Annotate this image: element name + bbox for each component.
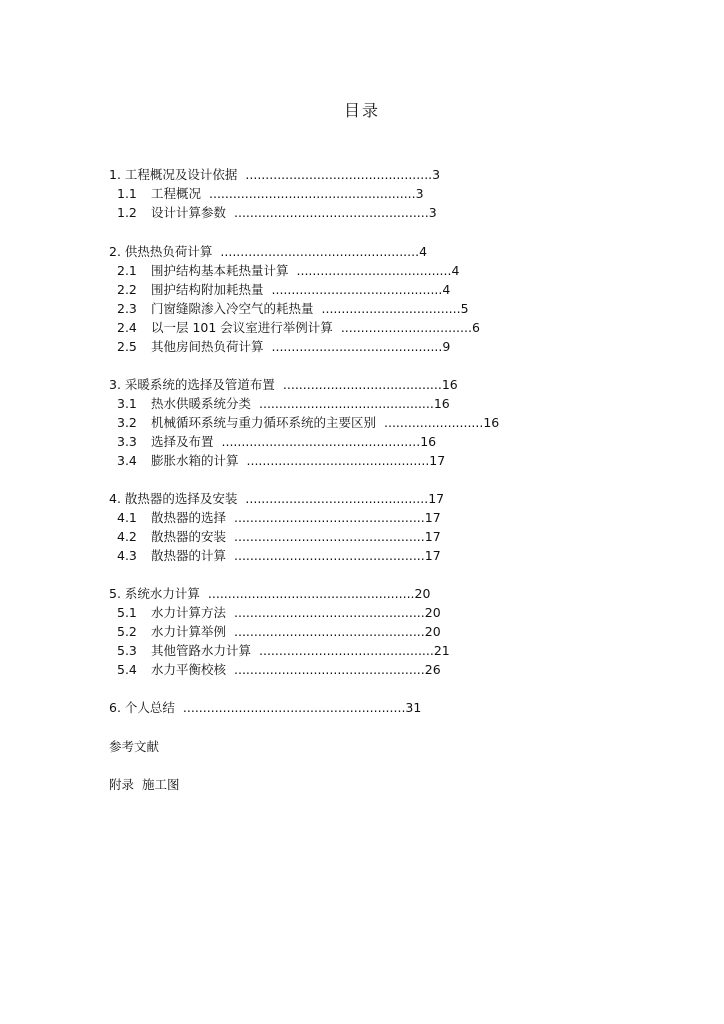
toc-section-number: 5.4 <box>117 662 137 677</box>
toc-subentry[interactable] <box>117 320 480 336</box>
toc-leader-dots: ........................................ <box>282 377 442 392</box>
toc-page-number: 4 <box>451 263 460 278</box>
toc-leader-dots: ................................. <box>340 320 472 335</box>
toc-subentry[interactable] <box>117 548 441 564</box>
toc-label: 其他房间热负荷计算 <box>151 339 264 354</box>
toc-label: 参考文献 <box>109 739 160 754</box>
toc-section-number: 4.1 <box>117 510 137 525</box>
toc-section-number: 5.1 <box>117 605 137 620</box>
toc-leader-dots: ................................................ <box>234 548 425 563</box>
toc-label: 水力平衡校核 <box>151 662 227 677</box>
toc-subentry[interactable] <box>117 510 441 526</box>
toc-label: 围护结构基本耗热量计算 <box>151 263 289 278</box>
toc-page-number: 31 <box>405 700 422 715</box>
toc-page-number: 3 <box>428 205 437 220</box>
toc-label: 2. 供热热负荷计算 <box>109 244 213 259</box>
toc-subentry[interactable] <box>117 415 499 431</box>
toc-leader-dots: .................................................. <box>220 244 420 259</box>
toc-entry[interactable] <box>109 167 440 183</box>
toc-page-number: 9 <box>442 339 451 354</box>
toc-page-number: 21 <box>433 643 450 658</box>
toc-label: 散热器的安装 <box>151 529 227 544</box>
toc-section-number: 2.3 <box>117 301 137 316</box>
toc-page-number: 16 <box>420 434 437 449</box>
toc-label: 膨胀水箱的计算 <box>151 453 239 468</box>
toc-leader-dots: ....................................... <box>296 263 452 278</box>
toc-leader-dots: ................................................ <box>234 510 425 525</box>
toc-leader-dots: ......................... <box>384 415 484 430</box>
toc-section-number: 3.1 <box>117 396 137 411</box>
toc-subentry[interactable] <box>117 605 441 621</box>
toc-label: 附录 <box>109 777 135 792</box>
toc-leader-dots: .................................................. <box>221 434 421 449</box>
toc-subentry[interactable] <box>117 529 441 545</box>
toc-label: 4. 散热器的选择及安装 <box>109 491 238 506</box>
toc-label: 以一层 101 会议室进行举例计算 <box>151 320 333 335</box>
toc-leader-dots: .............................................. <box>246 453 430 468</box>
toc-page-number: 16 <box>433 396 450 411</box>
toc-subentry[interactable] <box>117 263 459 279</box>
toc-section-number: 5.2 <box>117 624 137 639</box>
toc-label: 5. 系统水力计算 <box>109 586 200 601</box>
toc-page-number: 20 <box>424 624 441 639</box>
toc-section-number: 4.2 <box>117 529 137 544</box>
toc-label: 散热器的选择 <box>151 510 227 525</box>
toc-page-number: 17 <box>424 548 441 563</box>
toc-section-number: 3.3 <box>117 434 137 449</box>
toc-section-number: 2.1 <box>117 263 137 278</box>
toc-subentry[interactable] <box>117 339 450 355</box>
toc-leader-dots: ................................................. <box>234 205 429 220</box>
toc-label: 散热器的计算 <box>151 548 227 563</box>
toc-label: 选择及布置 <box>151 434 214 449</box>
toc-title: 目录 <box>343 101 380 120</box>
toc-leader-dots: .................................................... <box>209 186 416 201</box>
toc-subentry[interactable] <box>117 301 469 317</box>
toc-leader-dots: ............................................ <box>259 643 434 658</box>
toc-leader-dots: ................................... <box>321 301 461 316</box>
toc-page-number: 17 <box>424 510 441 525</box>
toc-label: 设计计算参数 <box>151 205 227 220</box>
toc-section-number: 1.1 <box>117 186 137 201</box>
toc-label: 热水供暖系统分类 <box>151 396 252 411</box>
toc-entry[interactable] <box>109 777 180 793</box>
toc-leader-dots: ........................................................ <box>182 700 406 715</box>
toc-page-number: 17 <box>429 453 446 468</box>
toc-page-number: 17 <box>424 529 441 544</box>
toc-page-number: 20 <box>414 586 431 601</box>
toc-leader-dots: ........................................... <box>271 282 443 297</box>
toc-label: 3. 采暖系统的选择及管道布置 <box>109 377 275 392</box>
toc-label: 6. 个人总结 <box>109 700 175 715</box>
toc-section-number: 3.4 <box>117 453 137 468</box>
toc-label: 水力计算举例 <box>151 624 227 639</box>
toc-entry[interactable] <box>109 739 159 755</box>
toc-label-secondary: 施工图 <box>142 777 180 792</box>
toc-section-number: 2.5 <box>117 339 137 354</box>
toc-leader-dots: ............................................ <box>259 396 434 411</box>
toc-section-number: 2.2 <box>117 282 137 297</box>
toc-page-number: 26 <box>424 662 441 677</box>
toc-page-number: 3 <box>432 167 441 182</box>
toc-subentry[interactable] <box>117 643 450 659</box>
toc-leader-dots: ................................................ <box>234 529 425 544</box>
toc-subentry[interactable] <box>117 186 424 202</box>
toc-page-number: 4 <box>442 282 451 297</box>
toc-entry[interactable] <box>109 586 430 602</box>
toc-page-number: 16 <box>483 415 500 430</box>
toc-section-number: 3.2 <box>117 415 137 430</box>
toc-page-number: 16 <box>441 377 458 392</box>
toc-leader-dots: ................................................ <box>234 605 425 620</box>
toc-page-number: 20 <box>424 605 441 620</box>
toc-leader-dots: ................................................ <box>234 662 425 677</box>
toc-subentry[interactable] <box>117 282 450 298</box>
toc-leader-dots: .................................................... <box>207 586 415 601</box>
toc-subentry[interactable] <box>117 624 441 640</box>
toc-label: 1. 工程概况及设计依据 <box>109 167 238 182</box>
toc-entry[interactable] <box>109 491 444 507</box>
toc-section-number: 1.2 <box>117 205 137 220</box>
toc-page-number: 5 <box>460 301 469 316</box>
toc-subentry[interactable] <box>117 396 450 412</box>
toc-subentry[interactable] <box>117 662 441 678</box>
toc-label: 围护结构附加耗热量 <box>151 282 264 297</box>
toc-leader-dots: ............................................... <box>245 167 433 182</box>
toc-leader-dots: ........................................... <box>271 339 443 354</box>
toc-page-number: 3 <box>415 186 424 201</box>
toc-section-number: 5.3 <box>117 643 137 658</box>
toc-entry[interactable] <box>109 700 421 716</box>
toc-subentry[interactable] <box>117 453 445 469</box>
toc-page-number: 17 <box>428 491 445 506</box>
toc-subentry[interactable] <box>117 434 436 450</box>
toc-page-number: 6 <box>471 320 480 335</box>
toc-leader-dots: ................................................ <box>234 624 425 639</box>
toc-label: 其他管路水力计算 <box>151 643 252 658</box>
toc-page-number: 4 <box>419 244 428 259</box>
toc-section-number: 2.4 <box>117 320 137 335</box>
toc-label: 门窗缝隙渗入冷空气的耗热量 <box>151 301 314 316</box>
toc-label: 水力计算方法 <box>151 605 227 620</box>
toc-label: 工程概况 <box>151 186 202 201</box>
toc-label: 机械循环系统与重力循环系统的主要区别 <box>151 415 377 430</box>
toc-subentry[interactable] <box>117 205 437 221</box>
toc-entry[interactable] <box>109 244 427 260</box>
toc-section-number: 4.3 <box>117 548 137 563</box>
toc-leader-dots: .............................................. <box>245 491 429 506</box>
toc-entry[interactable] <box>109 377 458 393</box>
